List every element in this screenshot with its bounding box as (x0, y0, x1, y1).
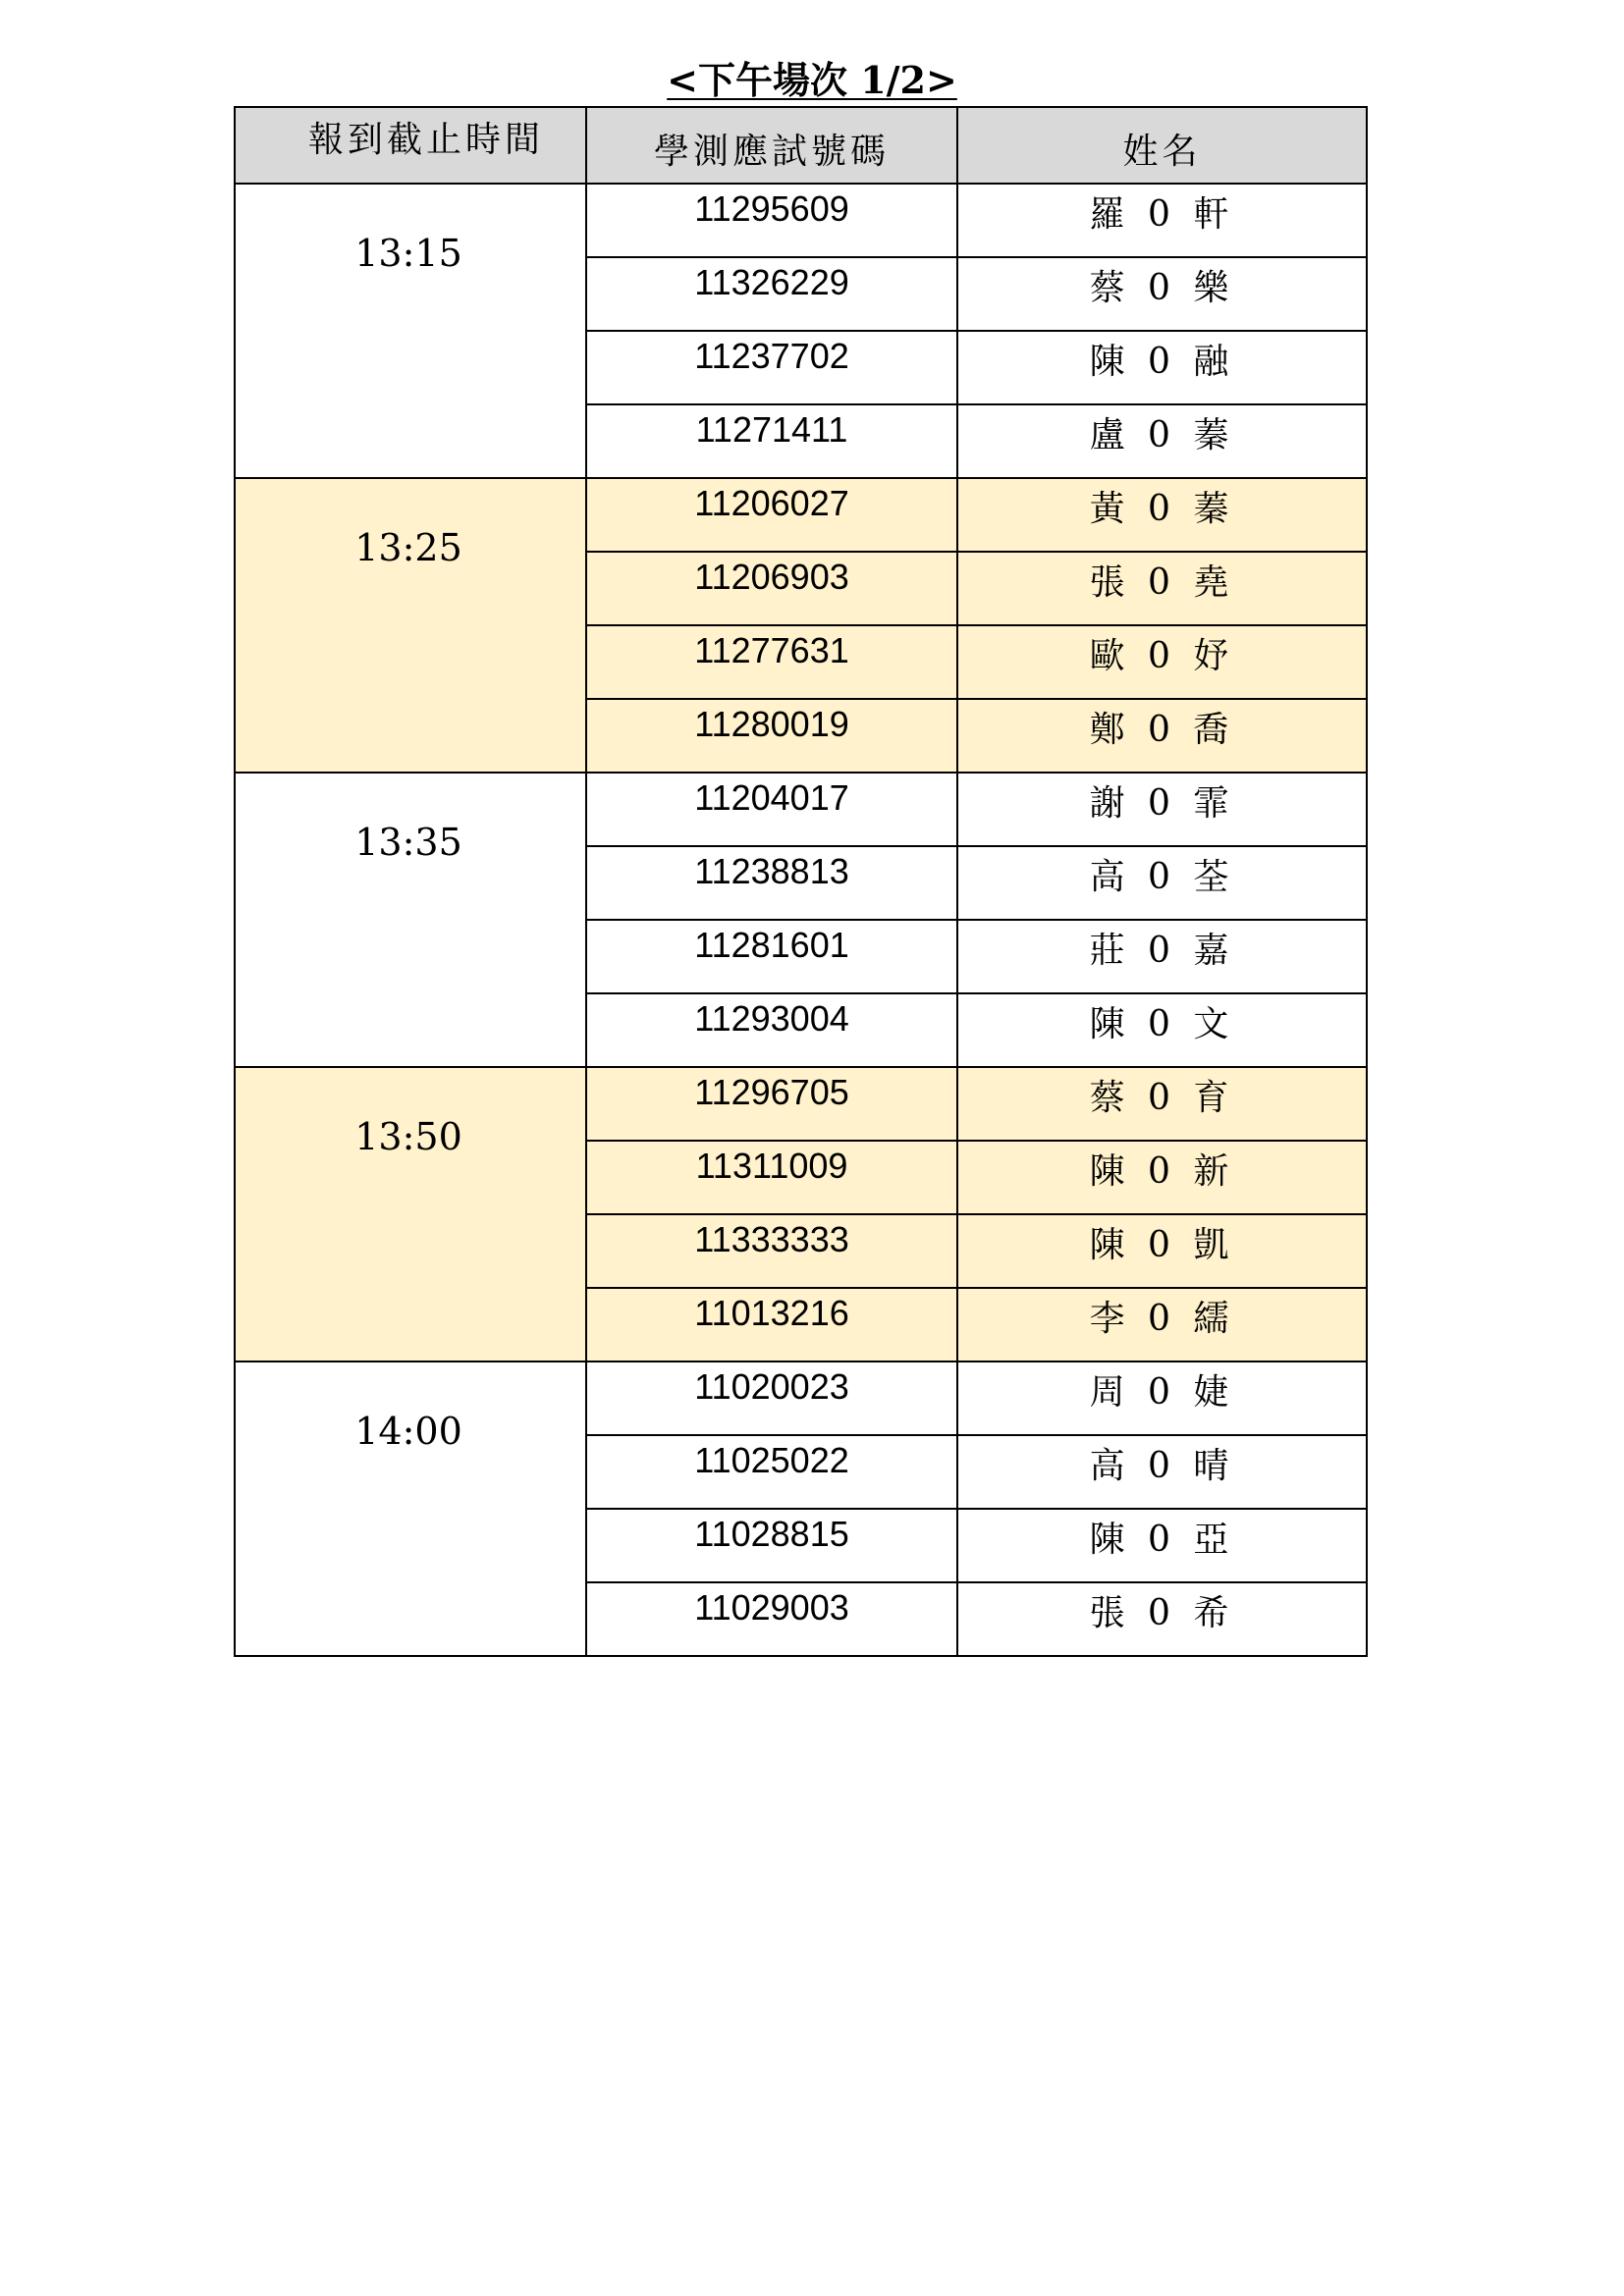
exam-number-cell: 11013216 (586, 1288, 957, 1362)
candidate-name-cell: 黃 0 蓁 (957, 478, 1367, 552)
exam-number-cell: 11293004 (586, 993, 957, 1067)
header-row (235, 107, 1367, 184)
exam-number-cell: 11271411 (586, 404, 957, 478)
checkin-deadline-cell: 14:00 (235, 1362, 586, 1656)
checkin-deadline-cell: 13:25 (235, 478, 586, 773)
candidate-name-cell: 高 0 晴 (957, 1435, 1367, 1509)
table-row (235, 1067, 1367, 1141)
candidate-name-cell: 張 0 希 (957, 1582, 1367, 1656)
candidate-name-cell: 陳 0 融 (957, 331, 1367, 404)
header-checkin-deadline: 報到截止時間 (235, 107, 586, 184)
exam-number-cell: 11326229 (586, 257, 957, 331)
checkin-deadline-cell: 13:35 (235, 773, 586, 1067)
exam-number-cell: 11020023 (586, 1362, 957, 1435)
header-exam-number: 學測應試號碼 (586, 107, 957, 184)
table-row (235, 1362, 1367, 1435)
exam-number-cell: 11281601 (586, 920, 957, 993)
candidate-name-cell: 蔡 0 樂 (957, 257, 1367, 331)
page-title: <下午場次 1/2> (667, 58, 957, 102)
table-row (235, 184, 1367, 257)
checkin-deadline-cell: 13:15 (235, 184, 586, 478)
table-row (235, 478, 1367, 552)
exam-number-cell: 11029003 (586, 1582, 957, 1656)
candidate-name-cell: 謝 0 霏 (957, 773, 1367, 846)
exam-number-cell: 11028815 (586, 1509, 957, 1582)
candidate-name-cell: 陳 0 文 (957, 993, 1367, 1067)
exam-number-cell: 11206903 (586, 552, 957, 625)
candidate-name-cell: 蔡 0 育 (957, 1067, 1367, 1141)
exam-number-cell: 11025022 (586, 1435, 957, 1509)
exam-number-cell: 11204017 (586, 773, 957, 846)
candidate-name-cell: 陳 0 凱 (957, 1214, 1367, 1288)
exam-number-cell: 11295609 (586, 184, 957, 257)
candidate-name-cell: 鄭 0 喬 (957, 699, 1367, 773)
checkin-deadline-cell: 13:50 (235, 1067, 586, 1362)
candidate-name-cell: 陳 0 亞 (957, 1509, 1367, 1582)
exam-number-cell: 11333333 (586, 1214, 957, 1288)
exam-number-cell: 11277631 (586, 625, 957, 699)
exam-number-cell: 11280019 (586, 699, 957, 773)
candidate-name-cell: 莊 0 嘉 (957, 920, 1367, 993)
table-header (235, 107, 1367, 184)
candidate-name-cell: 陳 0 新 (957, 1141, 1367, 1214)
exam-number-cell: 11238813 (586, 846, 957, 920)
candidate-name-cell: 盧 0 蓁 (957, 404, 1367, 478)
candidate-name-cell: 羅 0 軒 (957, 184, 1367, 257)
table-body (235, 184, 1367, 1656)
candidate-name-cell: 張 0 堯 (957, 552, 1367, 625)
schedule-table (234, 106, 1368, 1657)
exam-number-cell: 11296705 (586, 1067, 957, 1141)
header-name: 姓名 (957, 107, 1367, 184)
exam-number-cell: 11206027 (586, 478, 957, 552)
exam-number-cell: 11237702 (586, 331, 957, 404)
candidate-name-cell: 高 0 荃 (957, 846, 1367, 920)
exam-number-cell: 11311009 (586, 1141, 957, 1214)
table-row (235, 773, 1367, 846)
candidate-name-cell: 周 0 婕 (957, 1362, 1367, 1435)
candidate-name-cell: 李 0 繻 (957, 1288, 1367, 1362)
candidate-name-cell: 歐 0 妤 (957, 625, 1367, 699)
